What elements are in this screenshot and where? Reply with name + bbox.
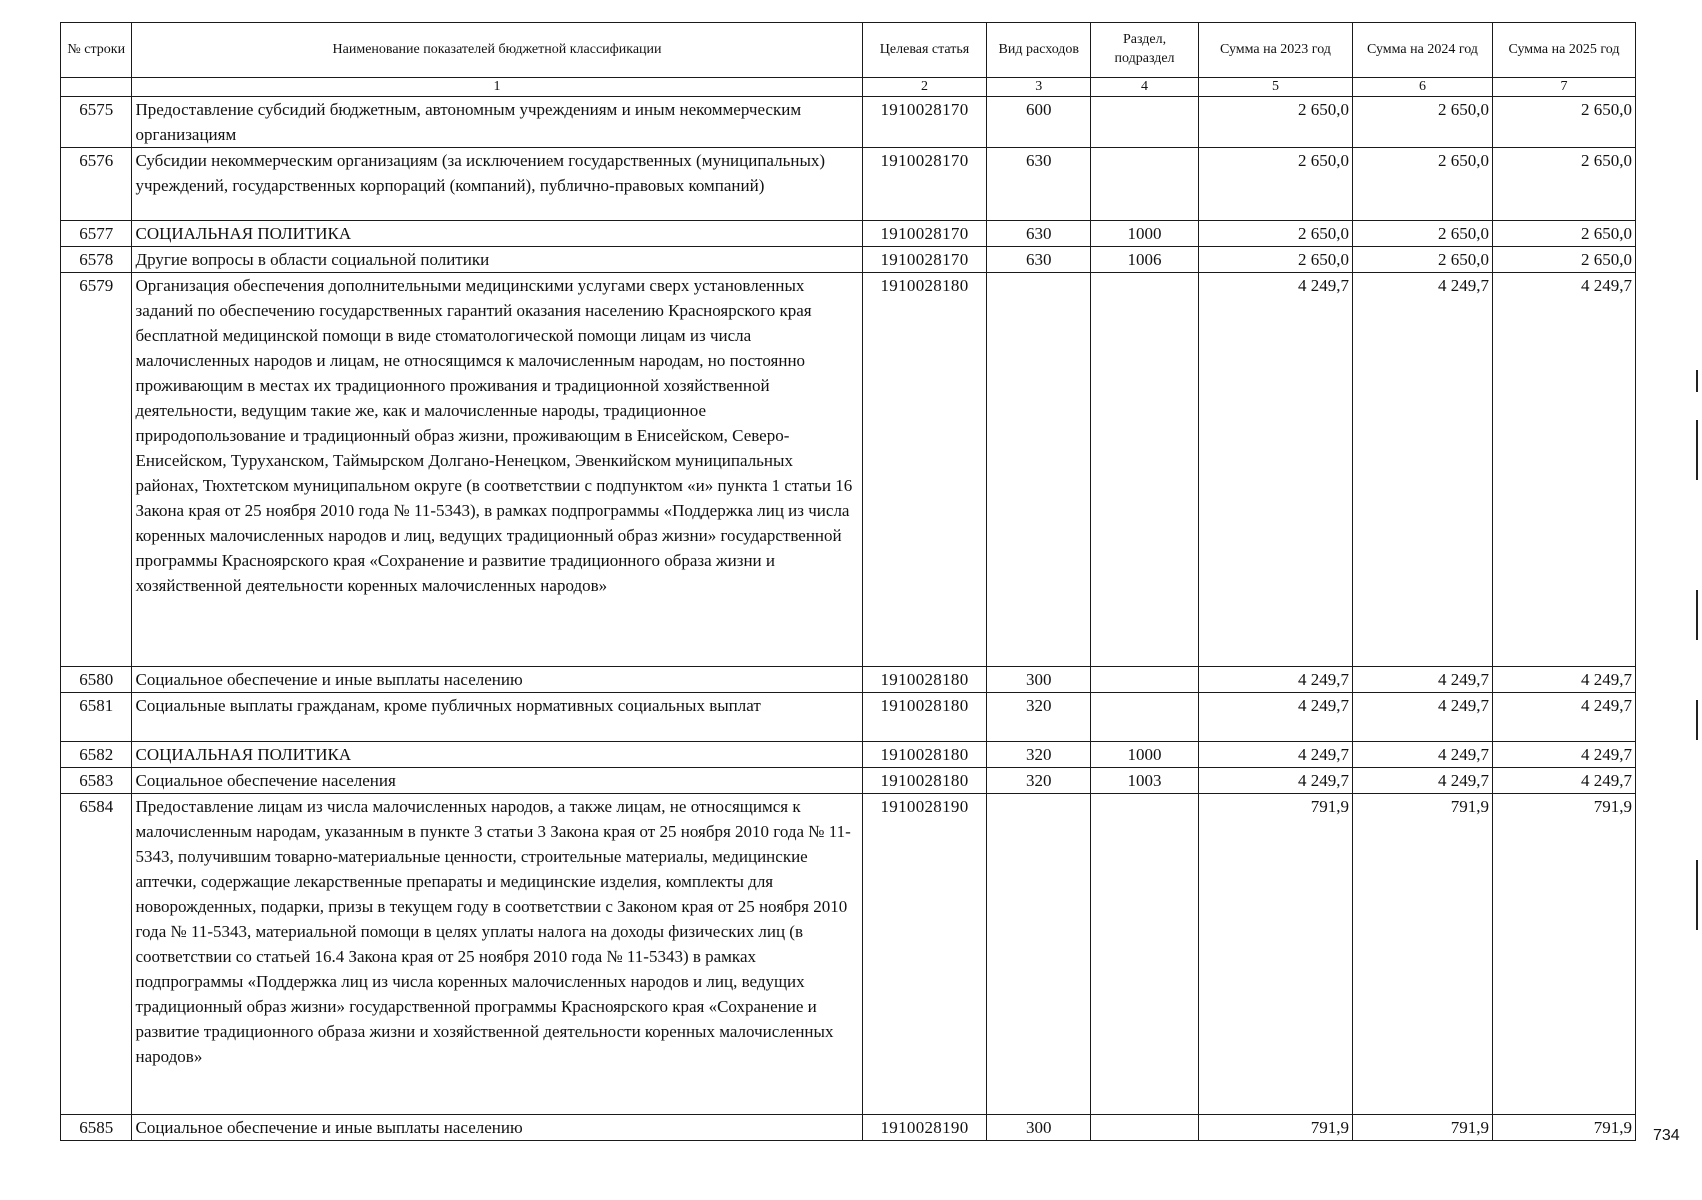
table-row (61, 667, 1636, 693)
row-sum-2023: 791,9 (1198, 1115, 1352, 1141)
row-sum-2025: 4 249,7 (1492, 693, 1635, 742)
row-number: 6584 (61, 794, 132, 1115)
row-number: 6585 (61, 1115, 132, 1141)
row-sum-2024: 4 249,7 (1352, 693, 1492, 742)
row-sum-2024: 2 650,0 (1352, 148, 1492, 221)
row-sum-2023: 2 650,0 (1198, 148, 1352, 221)
row-name: Предоставление лицам из числа малочисленных народов, а также лицам, не относящимся к малочисленным народам, указанным в пункте 3 статьи 3 Закона края от 25 ноября 2010 года № 11-5343, получившим товарно-материальные ценности, строительные материалы, медицинские аптечки, содержащие лекарственные препараты и медицинские изделия, комплекты для новорожденных, подарки, призы в текущем году в соответствии с Законом края от 25 ноября 2010 года № 11-5343, материальной помощи в целях уплаты налога на доходы физических лиц (в соответствии со статьей 16.4 Закона края от 25 ноября 2010 года № 11-5343) в рамках подпрограммы «Поддержка лиц из числа коренных малочисленных народов и лиц, ведущих традиционный образ жизни» государственной программы Красноярского края «Сохранение и развитие традиционного образа жизни и хозяйственной деятельности коренных малочисленных народов» (132, 794, 862, 1115)
row-sum-2025: 2 650,0 (1492, 221, 1635, 247)
row-sum-2023: 2 650,0 (1198, 247, 1352, 273)
row-vid: 630 (987, 247, 1091, 273)
column-number: 6 (1352, 78, 1492, 97)
row-vid: 320 (987, 768, 1091, 794)
row-sum-2024: 2 650,0 (1352, 221, 1492, 247)
row-vid: 600 (987, 97, 1091, 148)
row-section: 1000 (1091, 742, 1199, 768)
row-sum-2023: 4 249,7 (1198, 273, 1352, 667)
table-row (61, 97, 1636, 148)
row-section: 1003 (1091, 768, 1199, 794)
row-number: 6581 (61, 693, 132, 742)
row-name: Социальное обеспечение и иные выплаты населению (132, 1115, 862, 1141)
row-sum-2025: 4 249,7 (1492, 273, 1635, 667)
row-target-code: 1910028170 (862, 247, 987, 273)
row-vid: 320 (987, 742, 1091, 768)
scan-edge-mark (1696, 700, 1698, 740)
table-row (61, 794, 1636, 1115)
scan-edge-mark (1696, 370, 1698, 392)
row-section: 1006 (1091, 247, 1199, 273)
row-sum-2025: 4 249,7 (1492, 667, 1635, 693)
row-vid: 630 (987, 148, 1091, 221)
table-row (61, 693, 1636, 742)
row-sum-2024: 4 249,7 (1352, 273, 1492, 667)
page-number: 734 (1653, 1127, 1680, 1144)
row-name: Предоставление субсидий бюджетным, автономным учреждениям и иным некоммерческим организациям (132, 97, 862, 148)
row-sum-2025: 791,9 (1492, 1115, 1635, 1141)
row-section (1091, 273, 1199, 667)
row-target-code: 1910028180 (862, 273, 987, 667)
row-target-code: 1910028180 (862, 742, 987, 768)
row-sum-2023: 2 650,0 (1198, 97, 1352, 148)
row-vid: 320 (987, 693, 1091, 742)
header-sum-2023: Сумма на 2023 год (1198, 23, 1352, 78)
table-row (61, 148, 1636, 221)
row-number: 6578 (61, 247, 132, 273)
table-row (61, 247, 1636, 273)
column-number: 1 (132, 78, 862, 97)
header-target: Целевая статья (862, 23, 987, 78)
row-section (1091, 693, 1199, 742)
row-target-code: 1910028180 (862, 768, 987, 794)
row-name: Социальное обеспечение населения (132, 768, 862, 794)
row-target-code: 1910028170 (862, 221, 987, 247)
row-number: 6580 (61, 667, 132, 693)
row-sum-2025: 791,9 (1492, 794, 1635, 1115)
row-name: Другие вопросы в области социальной политики (132, 247, 862, 273)
budget-table (60, 22, 1636, 1141)
column-number: 2 (862, 78, 987, 97)
row-sum-2023: 4 249,7 (1198, 667, 1352, 693)
table-row (61, 221, 1636, 247)
row-number: 6575 (61, 97, 132, 148)
row-sum-2024: 791,9 (1352, 794, 1492, 1115)
table-row (61, 1115, 1636, 1141)
row-section: 1000 (1091, 221, 1199, 247)
row-section (1091, 667, 1199, 693)
header-sum-2025: Сумма на 2025 год (1492, 23, 1635, 78)
row-sum-2024: 2 650,0 (1352, 97, 1492, 148)
row-target-code: 1910028190 (862, 794, 987, 1115)
row-number: 6577 (61, 221, 132, 247)
row-sum-2023: 4 249,7 (1198, 693, 1352, 742)
row-number: 6579 (61, 273, 132, 667)
row-sum-2024: 4 249,7 (1352, 667, 1492, 693)
header-name: Наименование показателей бюджетной классификации (132, 23, 862, 78)
row-vid: 300 (987, 1115, 1091, 1141)
table-row (61, 273, 1636, 667)
header-row-no: № строки (61, 23, 132, 78)
row-sum-2023: 2 650,0 (1198, 221, 1352, 247)
row-sum-2023: 4 249,7 (1198, 768, 1352, 794)
header-section: Раздел, подраздел (1091, 23, 1199, 78)
row-section (1091, 148, 1199, 221)
row-number: 6576 (61, 148, 132, 221)
row-number: 6583 (61, 768, 132, 794)
row-section (1091, 1115, 1199, 1141)
table-header (61, 23, 1636, 97)
row-target-code: 1910028170 (862, 148, 987, 221)
row-vid (987, 273, 1091, 667)
scan-edge-mark (1696, 590, 1698, 640)
table-row (61, 742, 1636, 768)
row-name: Организация обеспечения дополнительными медицинскими услугами сверх установленных заданий по обеспечению государственных гарантий оказания населению Красноярского края бесплатной медицинской помощи в виде стоматологической помощи лицам из числа малочисленных народов и лицам, не относящимся к малочисленным народам, но постоянно проживающим в местах их традиционного проживания и традиционной хозяйственной деятельности, ведущим такие же, как и малочисленные народы, традиционное природопользование и традиционный образ жизни, проживающим в Енисейском, Северо-Енисейском, Туруханском, Таймырском Долгано-Ненецком, Эвенкийском муниципальных районах, Тюхтетском муниципальном округе (в соответствии с подпунктом «и» пункта 1 статьи 16 Закона края от 25 ноября 2010 года № 11-5343), в рамках подпрограммы «Поддержка лиц из числа коренных малочисленных народов и лиц, ведущих традиционный образ жизни» государственной программы Красноярского края «Сохранение и развитие традиционного образа жизни и хозяйственной деятельности коренных малочисленных народов» (132, 273, 862, 667)
column-number: 7 (1492, 78, 1635, 97)
row-name: Субсидии некоммерческим организациям (за исключением государственных (муниципальных) учреждений, государственных корпораций (компаний), публично-правовых компаний) (132, 148, 862, 221)
scan-edge-mark (1696, 420, 1698, 480)
row-name: Социальное обеспечение и иные выплаты населению (132, 667, 862, 693)
row-vid: 300 (987, 667, 1091, 693)
row-name: Социальные выплаты гражданам, кроме публичных нормативных социальных выплат (132, 693, 862, 742)
row-sum-2025: 2 650,0 (1492, 247, 1635, 273)
row-sum-2023: 4 249,7 (1198, 742, 1352, 768)
row-sum-2025: 4 249,7 (1492, 768, 1635, 794)
row-sum-2025: 4 249,7 (1492, 742, 1635, 768)
column-number-blank (61, 78, 132, 97)
row-section (1091, 794, 1199, 1115)
row-target-code: 1910028180 (862, 693, 987, 742)
row-number: 6582 (61, 742, 132, 768)
row-name: СОЦИАЛЬНАЯ ПОЛИТИКА (132, 221, 862, 247)
column-number: 5 (1198, 78, 1352, 97)
row-target-code: 1910028170 (862, 97, 987, 148)
header-vid: Вид расходов (987, 23, 1091, 78)
row-name: СОЦИАЛЬНАЯ ПОЛИТИКА (132, 742, 862, 768)
scan-edge-mark (1696, 860, 1698, 930)
row-section (1091, 97, 1199, 148)
row-sum-2024: 791,9 (1352, 1115, 1492, 1141)
column-number: 4 (1091, 78, 1199, 97)
row-sum-2025: 2 650,0 (1492, 148, 1635, 221)
header-sum-2024: Сумма на 2024 год (1352, 23, 1492, 78)
row-sum-2024: 2 650,0 (1352, 247, 1492, 273)
column-number: 3 (987, 78, 1091, 97)
row-vid (987, 794, 1091, 1115)
row-target-code: 1910028190 (862, 1115, 987, 1141)
row-sum-2024: 4 249,7 (1352, 768, 1492, 794)
row-sum-2024: 4 249,7 (1352, 742, 1492, 768)
row-sum-2025: 2 650,0 (1492, 97, 1635, 148)
row-target-code: 1910028180 (862, 667, 987, 693)
table-row (61, 768, 1636, 794)
row-vid: 630 (987, 221, 1091, 247)
row-sum-2023: 791,9 (1198, 794, 1352, 1115)
